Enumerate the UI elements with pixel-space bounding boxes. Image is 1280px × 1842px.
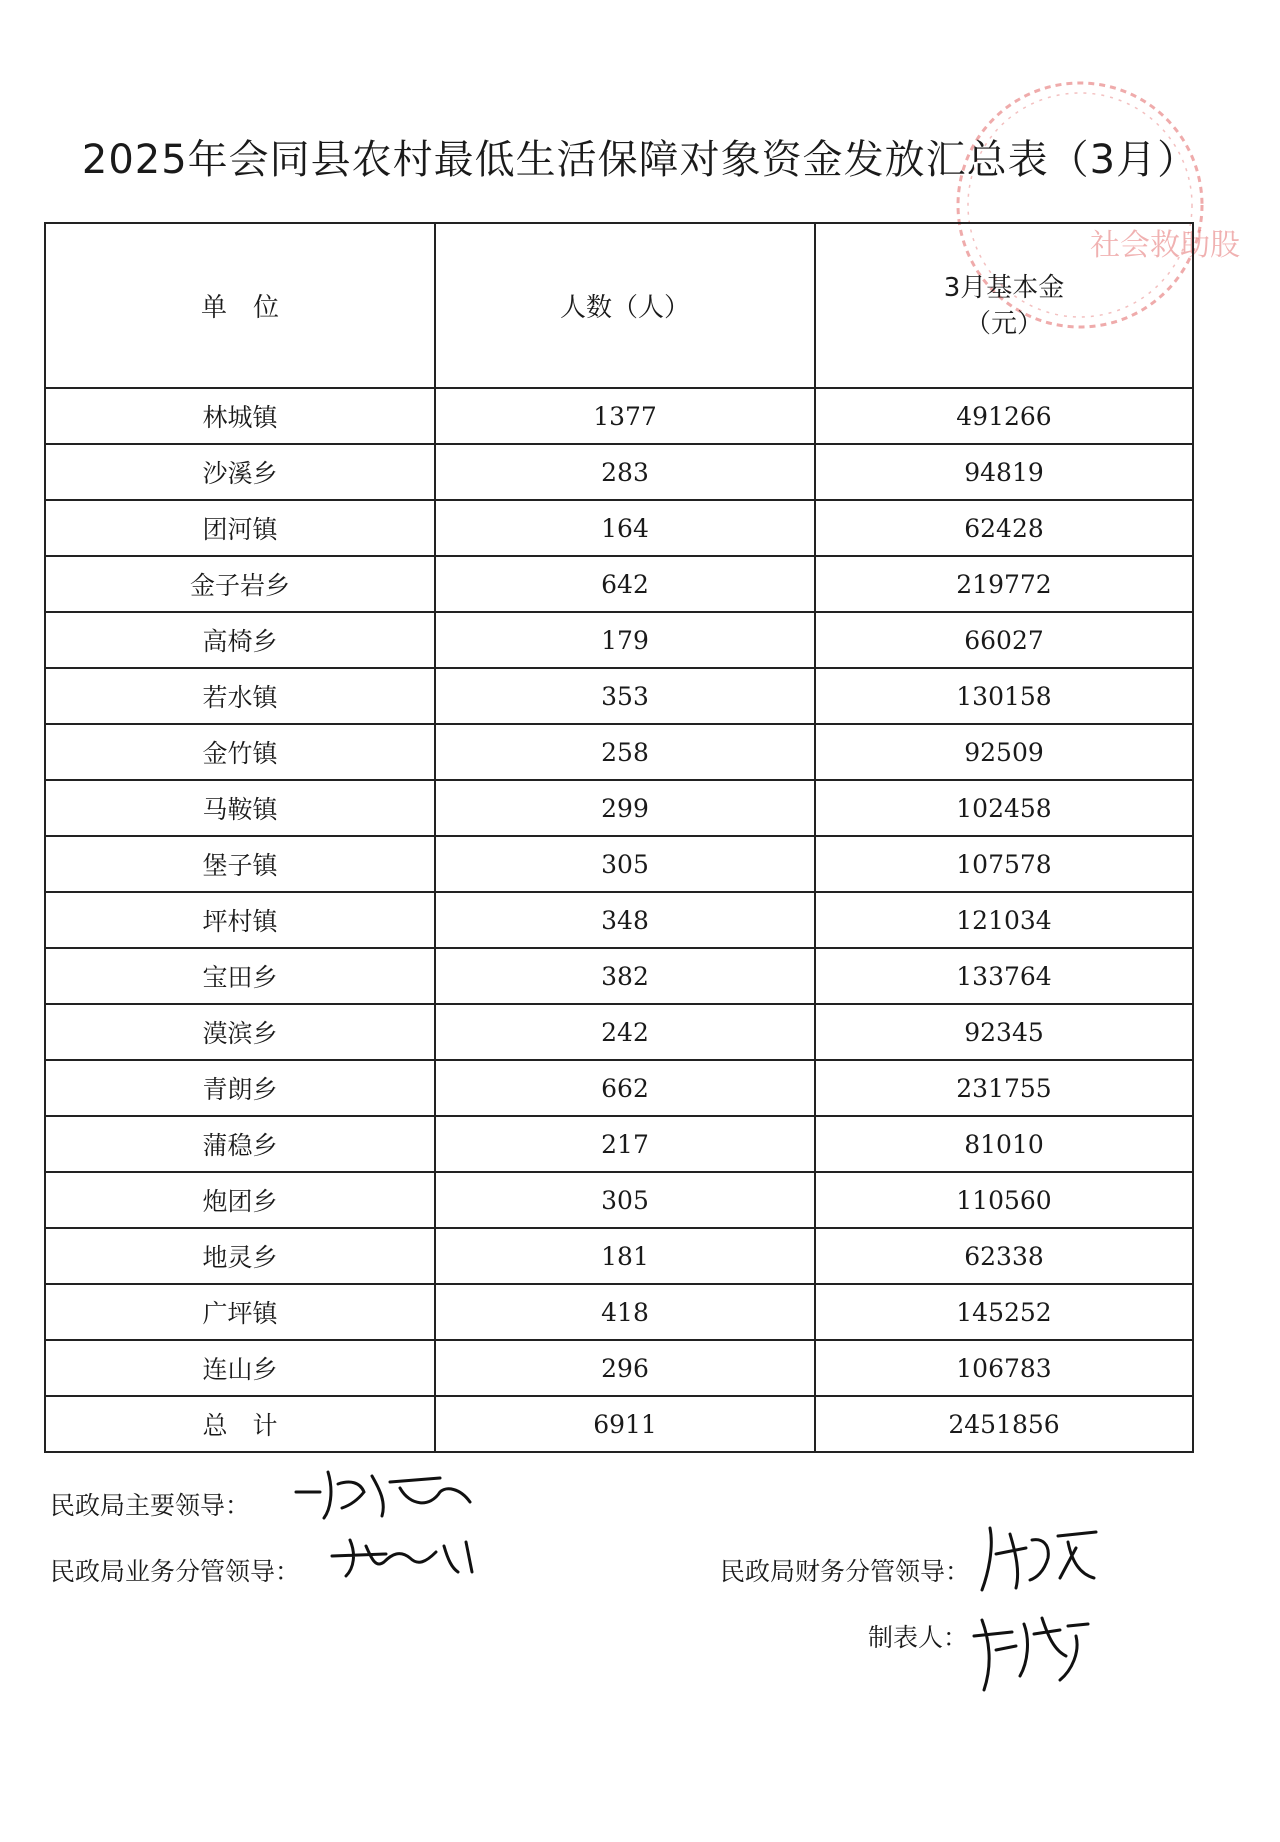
table-row (45, 388, 1193, 444)
table-row (45, 836, 1193, 892)
row-unit-cell: 金竹镇 (45, 724, 435, 780)
preparer-label: 制表人： (868, 1623, 969, 1652)
table-row (45, 500, 1193, 556)
row-fund-cell: 102458 (815, 780, 1193, 836)
row-people-cell: 348 (435, 892, 815, 948)
row-fund-cell: 130158 (815, 668, 1193, 724)
table-row (45, 1228, 1193, 1284)
row-fund-cell: 491266 (815, 388, 1193, 444)
table-row (45, 1284, 1193, 1340)
row-people-cell: 299 (435, 780, 815, 836)
row-unit-cell: 沙溪乡 (45, 444, 435, 500)
row-fund-cell: 219772 (815, 556, 1193, 612)
row-unit-cell: 马鞍镇 (45, 780, 435, 836)
row-unit-cell: 宝田乡 (45, 948, 435, 1004)
summary-table (44, 222, 1194, 1453)
row-fund-cell: 92345 (815, 1004, 1193, 1060)
row-unit-cell: 蒲稳乡 (45, 1116, 435, 1172)
row-people-cell: 217 (435, 1116, 815, 1172)
table-body (45, 388, 1193, 1396)
row-people-cell: 382 (435, 948, 815, 1004)
row-people-cell: 179 (435, 612, 815, 668)
row-unit-cell: 团河镇 (45, 500, 435, 556)
preparer-signature (968, 1606, 1098, 1696)
header-people: 人数（人） (435, 223, 815, 388)
business-leader-label: 民政局业务分管领导： (50, 1557, 301, 1586)
row-fund-cell: 145252 (815, 1284, 1193, 1340)
total-fund: 2451856 (815, 1396, 1193, 1452)
finance-leader-signature (976, 1518, 1106, 1598)
row-unit-cell: 地灵乡 (45, 1228, 435, 1284)
table-row (45, 444, 1193, 500)
row-fund-cell: 81010 (815, 1116, 1193, 1172)
row-fund-cell: 62338 (815, 1228, 1193, 1284)
header-unit: 单 位 (45, 223, 435, 388)
row-fund-cell: 121034 (815, 892, 1193, 948)
header-fund-line1: 3月基本金 (943, 272, 1065, 303)
row-unit-cell: 金子岩乡 (45, 556, 435, 612)
table-header-row (45, 223, 1193, 388)
row-unit-cell: 堡子镇 (45, 836, 435, 892)
row-unit-cell: 若水镇 (45, 668, 435, 724)
row-people-cell: 418 (435, 1284, 815, 1340)
row-people-cell: 283 (435, 444, 815, 500)
page-title: 2025年会同县农村最低生活保障对象资金发放汇总表（3月） (81, 137, 1199, 183)
table-row (45, 1116, 1193, 1172)
row-unit-cell: 青朗乡 (45, 1060, 435, 1116)
main-leader-label: 民政局主要领导： (50, 1491, 251, 1520)
table-row (45, 612, 1193, 668)
total-label: 总 计 (45, 1396, 435, 1452)
row-unit-cell: 高椅乡 (45, 612, 435, 668)
row-unit-cell: 坪村镇 (45, 892, 435, 948)
finance-leader-label: 民政局财务分管领导： (720, 1557, 971, 1586)
table-row (45, 948, 1193, 1004)
total-row (45, 1396, 1193, 1452)
row-unit-cell: 炮团乡 (45, 1172, 435, 1228)
row-fund-cell: 106783 (815, 1340, 1193, 1396)
row-people-cell: 305 (435, 836, 815, 892)
row-fund-cell: 107578 (815, 836, 1193, 892)
row-unit-cell: 广坪镇 (45, 1284, 435, 1340)
table-row (45, 1340, 1193, 1396)
table-row (45, 892, 1193, 948)
row-fund-cell: 94819 (815, 444, 1193, 500)
header-fund-line2: （元） (964, 308, 1043, 339)
svg-text:社会救助股: 社会救助股 (1090, 228, 1240, 263)
row-unit-cell: 漠滨乡 (45, 1004, 435, 1060)
row-fund-cell: 66027 (815, 612, 1193, 668)
table-row (45, 780, 1193, 836)
table-row (45, 1004, 1193, 1060)
business-leader-signature (326, 1532, 476, 1582)
total-people: 6911 (435, 1396, 815, 1452)
table-row (45, 668, 1193, 724)
row-fund-cell: 92509 (815, 724, 1193, 780)
main-leader-signature (290, 1462, 480, 1522)
row-fund-cell: 62428 (815, 500, 1193, 556)
row-unit-cell: 连山乡 (45, 1340, 435, 1396)
row-people-cell: 642 (435, 556, 815, 612)
row-fund-cell: 231755 (815, 1060, 1193, 1116)
header-fund (815, 223, 1193, 388)
row-unit-cell: 林城镇 (45, 388, 435, 444)
table-row (45, 556, 1193, 612)
row-people-cell: 164 (435, 500, 815, 556)
row-people-cell: 258 (435, 724, 815, 780)
table-row (45, 1172, 1193, 1228)
row-fund-cell: 110560 (815, 1172, 1193, 1228)
row-people-cell: 305 (435, 1172, 815, 1228)
row-people-cell: 242 (435, 1004, 815, 1060)
row-people-cell: 181 (435, 1228, 815, 1284)
row-people-cell: 296 (435, 1340, 815, 1396)
row-people-cell: 662 (435, 1060, 815, 1116)
row-fund-cell: 133764 (815, 948, 1193, 1004)
row-people-cell: 1377 (435, 388, 815, 444)
table-row (45, 1060, 1193, 1116)
table-row (45, 724, 1193, 780)
row-people-cell: 353 (435, 668, 815, 724)
